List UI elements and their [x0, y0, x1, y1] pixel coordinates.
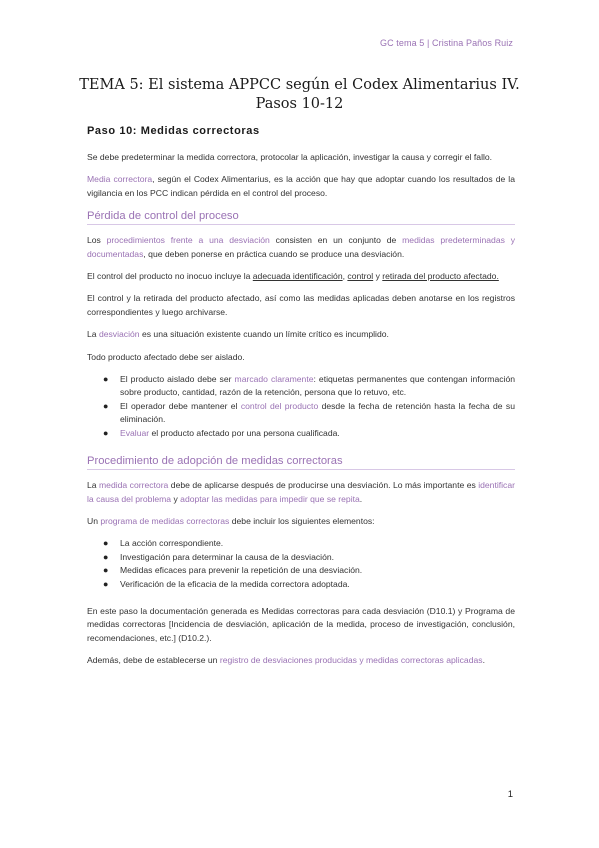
paragraph-documentacion: En este paso la documentación generada es Medidas correctoras para cada desviación (D10.1) y Programa de medidas correctoras [Incidencia de desviación, aplicación de la medida, proceso de investigación, conclusión, recomendaciones, etc.] (D10.2.).	[87, 605, 515, 643]
text: La acción correspondiente.	[120, 538, 224, 549]
highlight-term: registro de desviaciones producidas y medidas correctoras aplicadas	[219, 655, 483, 666]
text: Medidas eficaces para prevenir la repetición de una desviación.	[120, 565, 363, 576]
subheading-procedimiento-adopcion: Procedimiento de adopción de medidas correctoras	[87, 454, 515, 470]
highlight-term: identificar la causa del problema	[87, 480, 515, 504]
highlight-term: procedimientos frente a una desviación	[106, 235, 270, 246]
list-item	[87, 551, 515, 564]
section-heading: Paso 10: Medidas correctoras	[87, 125, 260, 137]
text: Investigación para determinar la causa de la desviación.	[120, 551, 335, 562]
bullet-icon: ●	[103, 538, 109, 549]
text: , que deben ponerse en práctica cuando se produce una desviación.	[143, 248, 405, 259]
list-item	[87, 400, 515, 427]
text: La	[87, 329, 99, 340]
bullet-icon: ●	[103, 374, 109, 385]
text: es una situación existente cuando un límite crítico es incumplido.	[139, 329, 389, 340]
bullet-icon: ●	[103, 400, 109, 411]
text: El producto aislado debe ser	[120, 374, 235, 385]
text: Un	[87, 515, 101, 526]
paragraph-control-producto	[87, 270, 515, 283]
paragraph-text: , según el Codex Alimentarius, es la acción que hay que adoptar cuando los resultados de la vigilancia en los PCC indican pérdida en el control del proceso.	[87, 174, 515, 198]
page-number: 1	[507, 789, 513, 800]
text: .	[482, 655, 485, 666]
paragraph-medida-correctora	[87, 479, 515, 506]
underlined-term: retirada del producto afectado.	[382, 271, 499, 282]
text: ,	[342, 271, 348, 282]
document-title: TEMA 5: El sistema APPCC según el Codex Alimentarius IV. Pasos 10-12	[79, 77, 520, 112]
highlight-term: medidas predeterminadas y documentadas	[87, 235, 515, 259]
highlight-term: medida correctora	[99, 480, 169, 491]
highlight-term: control del producto	[240, 400, 319, 411]
text: y	[373, 271, 383, 282]
list-item	[87, 427, 515, 440]
text: .	[359, 493, 363, 504]
underlined-term: control	[347, 271, 374, 282]
list-item	[87, 578, 515, 591]
subheading-perdida-control: Pérdida de control del proceso	[87, 209, 515, 225]
list-item	[87, 564, 515, 577]
highlight-term: Evaluar	[120, 427, 150, 438]
text: La	[87, 480, 100, 491]
bullet-list-programa	[87, 537, 515, 591]
bullet-icon: ●	[103, 551, 109, 562]
paragraph-registro: El control y la retirada del producto afectado, así como las medidas aplicadas deben anotarse en los registros correspondientes y luego archivarse.	[87, 293, 515, 317]
text: : etiquetas permanentes que contengan información sobre producto, cantidad, razón de la retención, persona que lo retuvo, etc.	[120, 374, 515, 398]
paragraph-programa	[87, 515, 515, 528]
highlight-term: desviación	[98, 329, 140, 340]
list-item	[87, 373, 515, 400]
text: El control del producto no inocuo incluye la	[87, 271, 253, 282]
text: el producto afectado por una persona cualificada.	[149, 427, 340, 438]
text: consisten en un conjunto de	[269, 235, 403, 246]
text: desde la fecha de retención hasta la fecha de su eliminación.	[120, 400, 516, 425]
highlight-term: adoptar las medidas para impedir que se repita	[180, 493, 360, 504]
text: Verificación de la eficacia de la medida correctora adoptada.	[120, 578, 350, 589]
bullet-list-aislamiento	[87, 373, 515, 440]
paragraph-intro: Se debe predeterminar la medida correctora, protocolar la aplicación, investigar la causa y corregir el fallo.	[87, 152, 493, 162]
text: Además, debe de establecerse un	[87, 655, 220, 666]
list-item	[87, 537, 515, 550]
bullet-icon: ●	[103, 565, 109, 576]
text: debe de aplicarse después de producirse una desviación. Lo más importante es	[168, 480, 479, 491]
highlight-term: programa de medidas correctoras	[100, 515, 230, 526]
underlined-term: adecuada identificación	[252, 271, 343, 282]
paragraph-definition	[87, 173, 515, 200]
bullet-icon: ●	[103, 427, 109, 438]
running-header: GC tema 5 | Cristina Paños Ruiz	[380, 38, 513, 48]
paragraph-procedimientos	[87, 234, 515, 261]
text: El operador debe mantener el	[120, 400, 241, 411]
highlight-term: Media correctora	[87, 174, 153, 185]
text: debe incluir los siguientes elementos:	[229, 515, 375, 526]
paragraph-desviacion	[87, 328, 515, 341]
paragraph-aislado: Todo producto afectado debe ser aislado.	[87, 351, 245, 362]
main-content	[87, 125, 515, 677]
paragraph-registro-desviaciones	[87, 654, 515, 667]
text: Los	[87, 235, 107, 246]
highlight-term: marcado claramente	[234, 374, 314, 385]
bullet-icon: ●	[103, 578, 109, 589]
text: y	[171, 493, 181, 504]
